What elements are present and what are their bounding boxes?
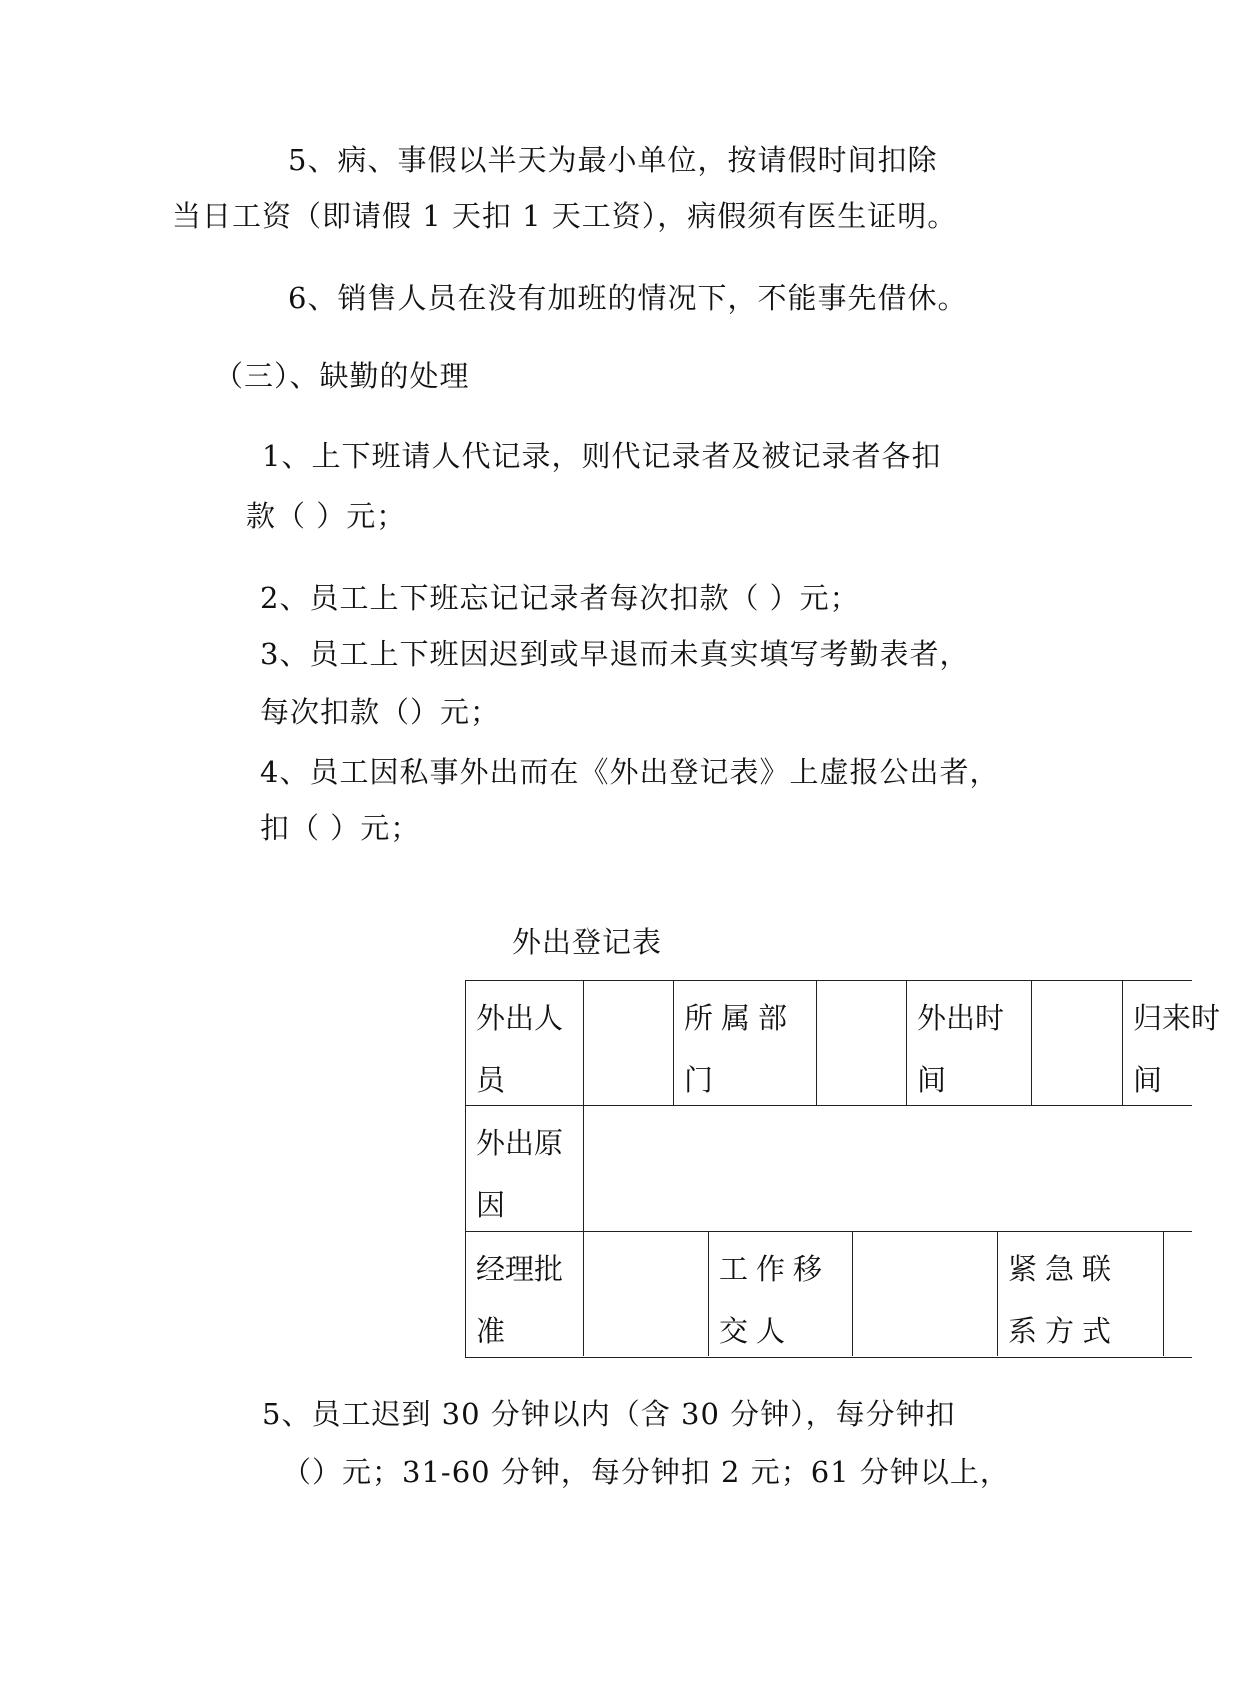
absence-item-4-line1: 4、员工因私事外出而在《外出登记表》上虚报公出者， (260, 755, 1000, 789)
cell-handover-value[interactable] (853, 1232, 998, 1356)
cell-reason-value[interactable] (584, 1106, 1192, 1231)
paragraph-sales-leave: 6、销售人员在没有加班的情况下，不能事先借休。 (288, 281, 968, 315)
cell-return-time-label: 归来时间 (1133, 1001, 1221, 1097)
table-row (466, 1232, 1192, 1356)
paragraph-sick-leave-line2: 当日工资（即请假 1 天扣 1 天工资），病假须有医生证明。 (172, 199, 958, 233)
table-row (466, 1106, 1192, 1232)
section-heading-absence: （三）、缺勤的处理 (214, 359, 470, 393)
absence-item-1-line2: 款（ ）元； (246, 499, 407, 533)
table-row (466, 981, 1221, 1106)
cell-contact-value[interactable] (1164, 1232, 1204, 1356)
cell-manager-value[interactable] (584, 1232, 709, 1356)
cell-reason-label: 外出原因 (466, 1106, 584, 1231)
absence-item-2: 2、员工上下班忘记记录者每次扣款（ ）元； (260, 581, 860, 615)
absence-item-1-line1: 1、上下班请人代记录，则代记录者及被记录者各扣 (262, 439, 942, 473)
absence-item-3-line1: 3、员工上下班因迟到或早退而未真实填写考勤表者， (260, 637, 970, 671)
outing-registration-table (465, 980, 1221, 1358)
absence-item-5-line2: （）元；31-60 分钟，每分钟扣 2 元；61 分钟以上， (282, 1455, 1010, 1489)
cell-out-time-label: 外出时间 (907, 981, 1032, 1105)
cell-out-time-value[interactable] (1032, 981, 1123, 1105)
absence-item-5-line1: 5、员工迟到 30 分钟以内（含 30 分钟），每分钟扣 (262, 1397, 956, 1431)
paragraph-sick-leave-line1: 5、病、事假以半天为最小单位，按请假时间扣除 (288, 143, 938, 177)
cell-person-value[interactable] (584, 981, 674, 1105)
form-title: 外出登记表 (512, 925, 663, 959)
absence-item-3-line2: 每次扣款（）元； (260, 695, 501, 729)
cell-person-label: 外出人员 (466, 981, 584, 1105)
absence-item-4-line2: 扣（ ）元； (260, 811, 421, 845)
cell-manager-label: 经理批准 (466, 1232, 584, 1356)
cell-department-value[interactable] (817, 981, 907, 1105)
cell-department-label: 所属部门 (674, 981, 817, 1105)
cell-handover-label: 工作移交人 (709, 1232, 853, 1356)
cell-contact-label: 紧急联系方式 (998, 1232, 1164, 1356)
